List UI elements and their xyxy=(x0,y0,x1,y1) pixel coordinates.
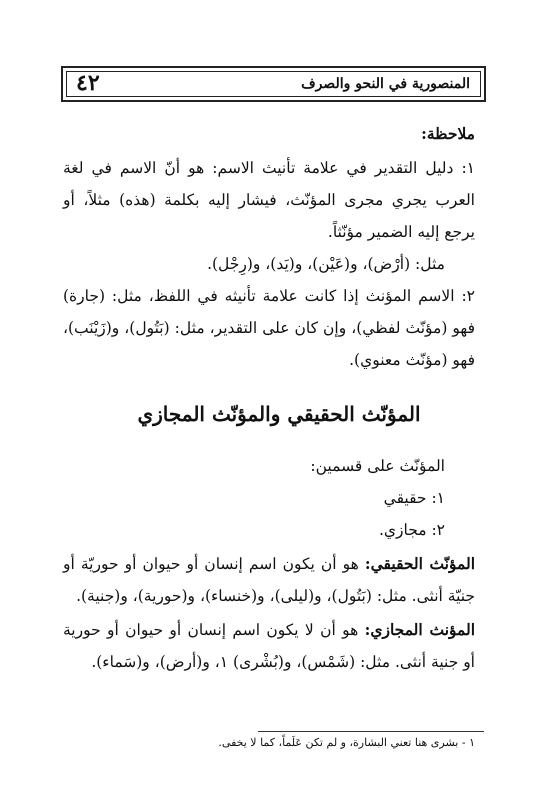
real-feminine-definition: هو أن يكون اسم إنسان أو حيوان أو حوريّة أو جنيّة أنثى. مثل: (بَتُول)، و(ليلى)، و(خنساء)، و(حورية)، و(جنية). xyxy=(63,555,475,605)
division-intro: المؤنّث على قسمين: xyxy=(310,457,445,475)
page-body xyxy=(63,118,475,678)
footnote: ١ - بشرى هنا تعني البشارة، و لم تكن عَلَماً، كما لا يخفى. xyxy=(218,736,475,749)
section-heading: المؤنّث الحقيقي والمؤنّث المجازي xyxy=(137,402,421,426)
real-feminine-paragraph xyxy=(63,548,475,612)
running-title: المنصورية في النحو والصرف xyxy=(301,76,470,92)
note-label: ملاحظة: xyxy=(421,124,475,143)
figurative-feminine-paragraph xyxy=(63,614,475,678)
note-paragraph-2: ٢: الاسم المؤنث إذا كانت علامة تأنيثه في اللفظ، مثل: (جارة) فهو (مؤنّث لفظي)، وإن كان على التقدير، مثل: (بَتُول)، و(زَيْنَب)، فهو (مؤنّث معنوي). xyxy=(63,287,475,369)
footnote-divider xyxy=(258,731,484,732)
division-item-2: ٢: مجازي. xyxy=(378,521,445,539)
real-feminine-term: المؤنّث الحقيقي: xyxy=(364,554,475,573)
note-1-example: مثل: (أرْض)، و(عَيْن)، و(يَد)، و(رِجْل). xyxy=(207,255,445,273)
division-item-1: ١: حقيقي xyxy=(383,489,445,507)
note-paragraph-1: ١: دليل التقدير في علامة تأنيث الاسم: هو أنّ الاسم في لغة العرب يجري مجرى المؤنّث، فيشار إليه بكلمة (هذه) مثلاً، أو يرجع إليه الضمير مؤنّثاً. xyxy=(63,159,475,241)
page-number: ٤٢ xyxy=(76,70,100,96)
figurative-feminine-definition: هو أن لا يكون اسم إنسان أو حيوان أو حورية أو جنية أنثى. مثل: (شَمْس)، و(بُشْرى) ١، و(أرض)، و(سَماء). xyxy=(63,621,475,671)
figurative-feminine-term: المؤنث المجازي: xyxy=(364,620,476,639)
